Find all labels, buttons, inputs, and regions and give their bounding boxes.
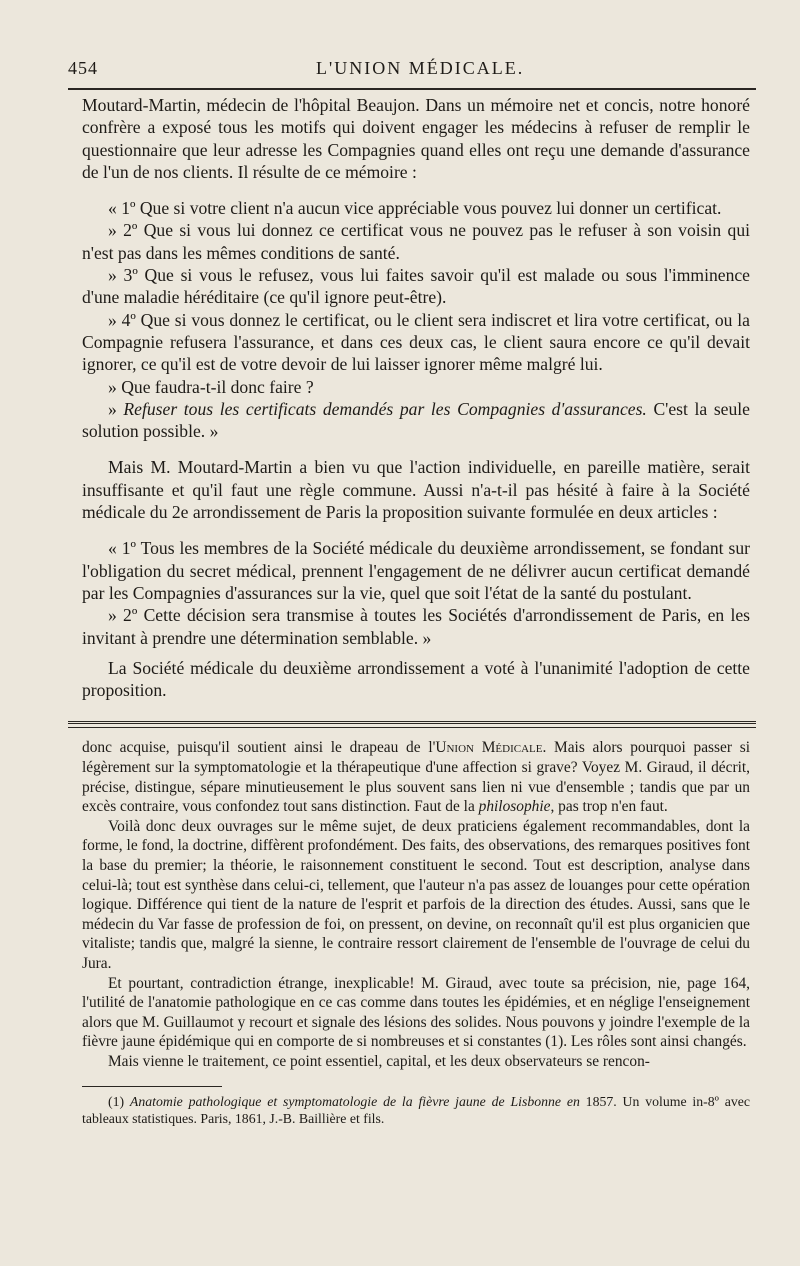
feuilleton-paragraph-2: Voilà donc deux ouvrages sur le même sujet, de deux praticiens également recommandables, dont la forme, le fond, la doctrine, diffèrent profondément. Des faits, des observations, des remarques positives font la base du premier; la théorie, le raisonnement constituent le second. Tout est description, analyse dans celui-là; tout est synthèse dans celui-ci, tellement, que l'auteur n'a pas assez de louanges pour cette opération logique. Différence qui tient de la nature de l'esprit et parfois de la direction des études. Aussi, sans que le médecin du Var fasse de profession de foi, on pressent, on devine, on reconnaît qu'il est plus organicien que vitaliste; tandis que, malgré la sienne, le contraire ressort clairement de l'ensemble de l'ouvrage de celui du Jura. xyxy=(82,817,750,972)
resolution-article-2: » 2º Cette décision sera transmise à toutes les Sociétés d'arrondissement de Paris, en les invitant à prendre une détermination semblable. » xyxy=(82,605,750,648)
paragraph-intro: Moutard-Martin, médecin de l'hôpital Beaujon. Dans un mémoire net et concis, notre honoré confrère a exposé tous les motifs qui doivent engager les médecins à refuser de remplir le questionnaire que leur adresse les Compagnies quand elles ont reçu une demande d'assurance de l'un de nos clients. Il résulte de ce mémoire : xyxy=(82,95,750,182)
feuilleton-p1-emphasis: philosophie xyxy=(478,798,551,816)
feuilleton-p1-text-a: donc acquise, puisqu'il soutient ainsi le drapeau de l' xyxy=(82,739,436,757)
quote-conclusion-suffix: C'est la seule solution possible. » xyxy=(82,398,750,442)
quote-conclusion-prefix: » xyxy=(108,398,124,419)
feuilleton-p1-text-b: . Mais alors pourquoi passer si légèrement sur la symptomatologie et la thérapeutique d'une affection si grave? Voyez M. Giraud, il décrit, précise, distingue, sépare minutieusement le plus souvent sans lien ni vue d'ensemble ; tandis que par un excès contraire, vous confondez tout sans distinction. Faut de la xyxy=(82,739,750,816)
quote-conclusion-emphasis: Refuser tous les certificats demandés par les Compagnies d'assurances. xyxy=(123,398,647,419)
footnote-details: 1857. Un volume in-8º avec tableaux statistiques. Paris, 1861, J.-B. Baillière et fils. xyxy=(82,1093,750,1126)
paragraph-proposal: Mais M. Moutard-Martin a bien vu que l'action individuelle, en pareille matière, serait insuffisante et qu'il faut une règle commune. Aussi n'a-t-il pas hésité à faire à la Société médicale du 2e arrondissement de Paris la proposition suivante formulée en deux articles : xyxy=(82,457,750,523)
footnote xyxy=(82,1093,750,1127)
page-header xyxy=(68,50,750,80)
section-divider xyxy=(68,721,756,728)
feuilleton-paragraph-3: Et pourtant, contradiction étrange, inexplicable! M. Giraud, avec toute sa précision, nie, page 164, l'utilité de l'anatomie pathologique en ce cas comme dans toutes les épidémies, et en néglige l'enseignement alors que M. Guillaumot y recourt et signale des lésions des solides. Nous pouvons y joindre l'exemple de la fièvre jaune épidémique qui en comporte de si nombreuses et si constantes (1). Les rôles sont ainsi changés. xyxy=(82,974,750,1051)
paragraph-vote: La Société médicale du deuxième arrondissement a voté à l'unanimité l'adoption de cette proposition. xyxy=(82,657,750,701)
footnote-marker: (1) xyxy=(108,1093,130,1109)
feuilleton-text xyxy=(82,738,750,1071)
footnote-rule xyxy=(82,1086,222,1087)
main-text xyxy=(82,94,750,701)
running-title: L'UNION MÉDICALE. xyxy=(316,58,525,78)
resolution-article-1: « 1º Tous les membres de la Société médicale du deuxième arrondissement, se fondant sur l'obligation du secret médical, prennent l'engagement de ne délivrer aucun certificat demandé par les Compagnies d'assurances sur la vie, quel que soit l'état de la santé du postulant. xyxy=(82,538,750,603)
quote-point-1: « 1º Que si votre client n'a aucun vice appréciable vous pouvez lui donner un certificat. xyxy=(108,198,722,219)
quote-question: » Que faudra-t-il donc faire ? xyxy=(108,376,314,397)
journal-name: Union Médicale xyxy=(435,739,543,757)
feuilleton-paragraph-1 xyxy=(82,738,750,816)
quote-point-2: » 2º Que si vous lui donnez ce certificat vous ne pouvez pas le refuser à son voisin qui n'est pas dans les mêmes conditions de santé. xyxy=(82,220,750,263)
quote-point-3: » 3º Que si vous le refusez, vous lui faites savoir qu'il est malade ou sous l'imminence d'une maladie héréditaire (ce qu'il ignore peut-être). xyxy=(82,265,750,308)
header-rule xyxy=(68,88,756,90)
quote-point-4: » 4º Que si vous donnez le certificat, ou le client sera indiscret et lira votre certificat, ou la Compagnie refusera l'assurance, et dans ces deux cas, le client saura encore ce qu'il devait ignorer, ce qu'il est de votre devoir de lui laisser ignorer même malgré lui. xyxy=(82,309,750,375)
quote-conclusion xyxy=(82,398,750,443)
page-number: 454 xyxy=(68,58,98,78)
feuilleton-paragraph-4: Mais vienne le traitement, ce point essentiel, capital, et les deux observateurs se rencon- xyxy=(108,1052,650,1070)
footnote-title: Anatomie pathologique et symptomatologie de la fièvre jaune de Lisbonne en xyxy=(129,1093,580,1109)
feuilleton-p1-text-c: , pas trop n'en faut. xyxy=(550,798,668,816)
